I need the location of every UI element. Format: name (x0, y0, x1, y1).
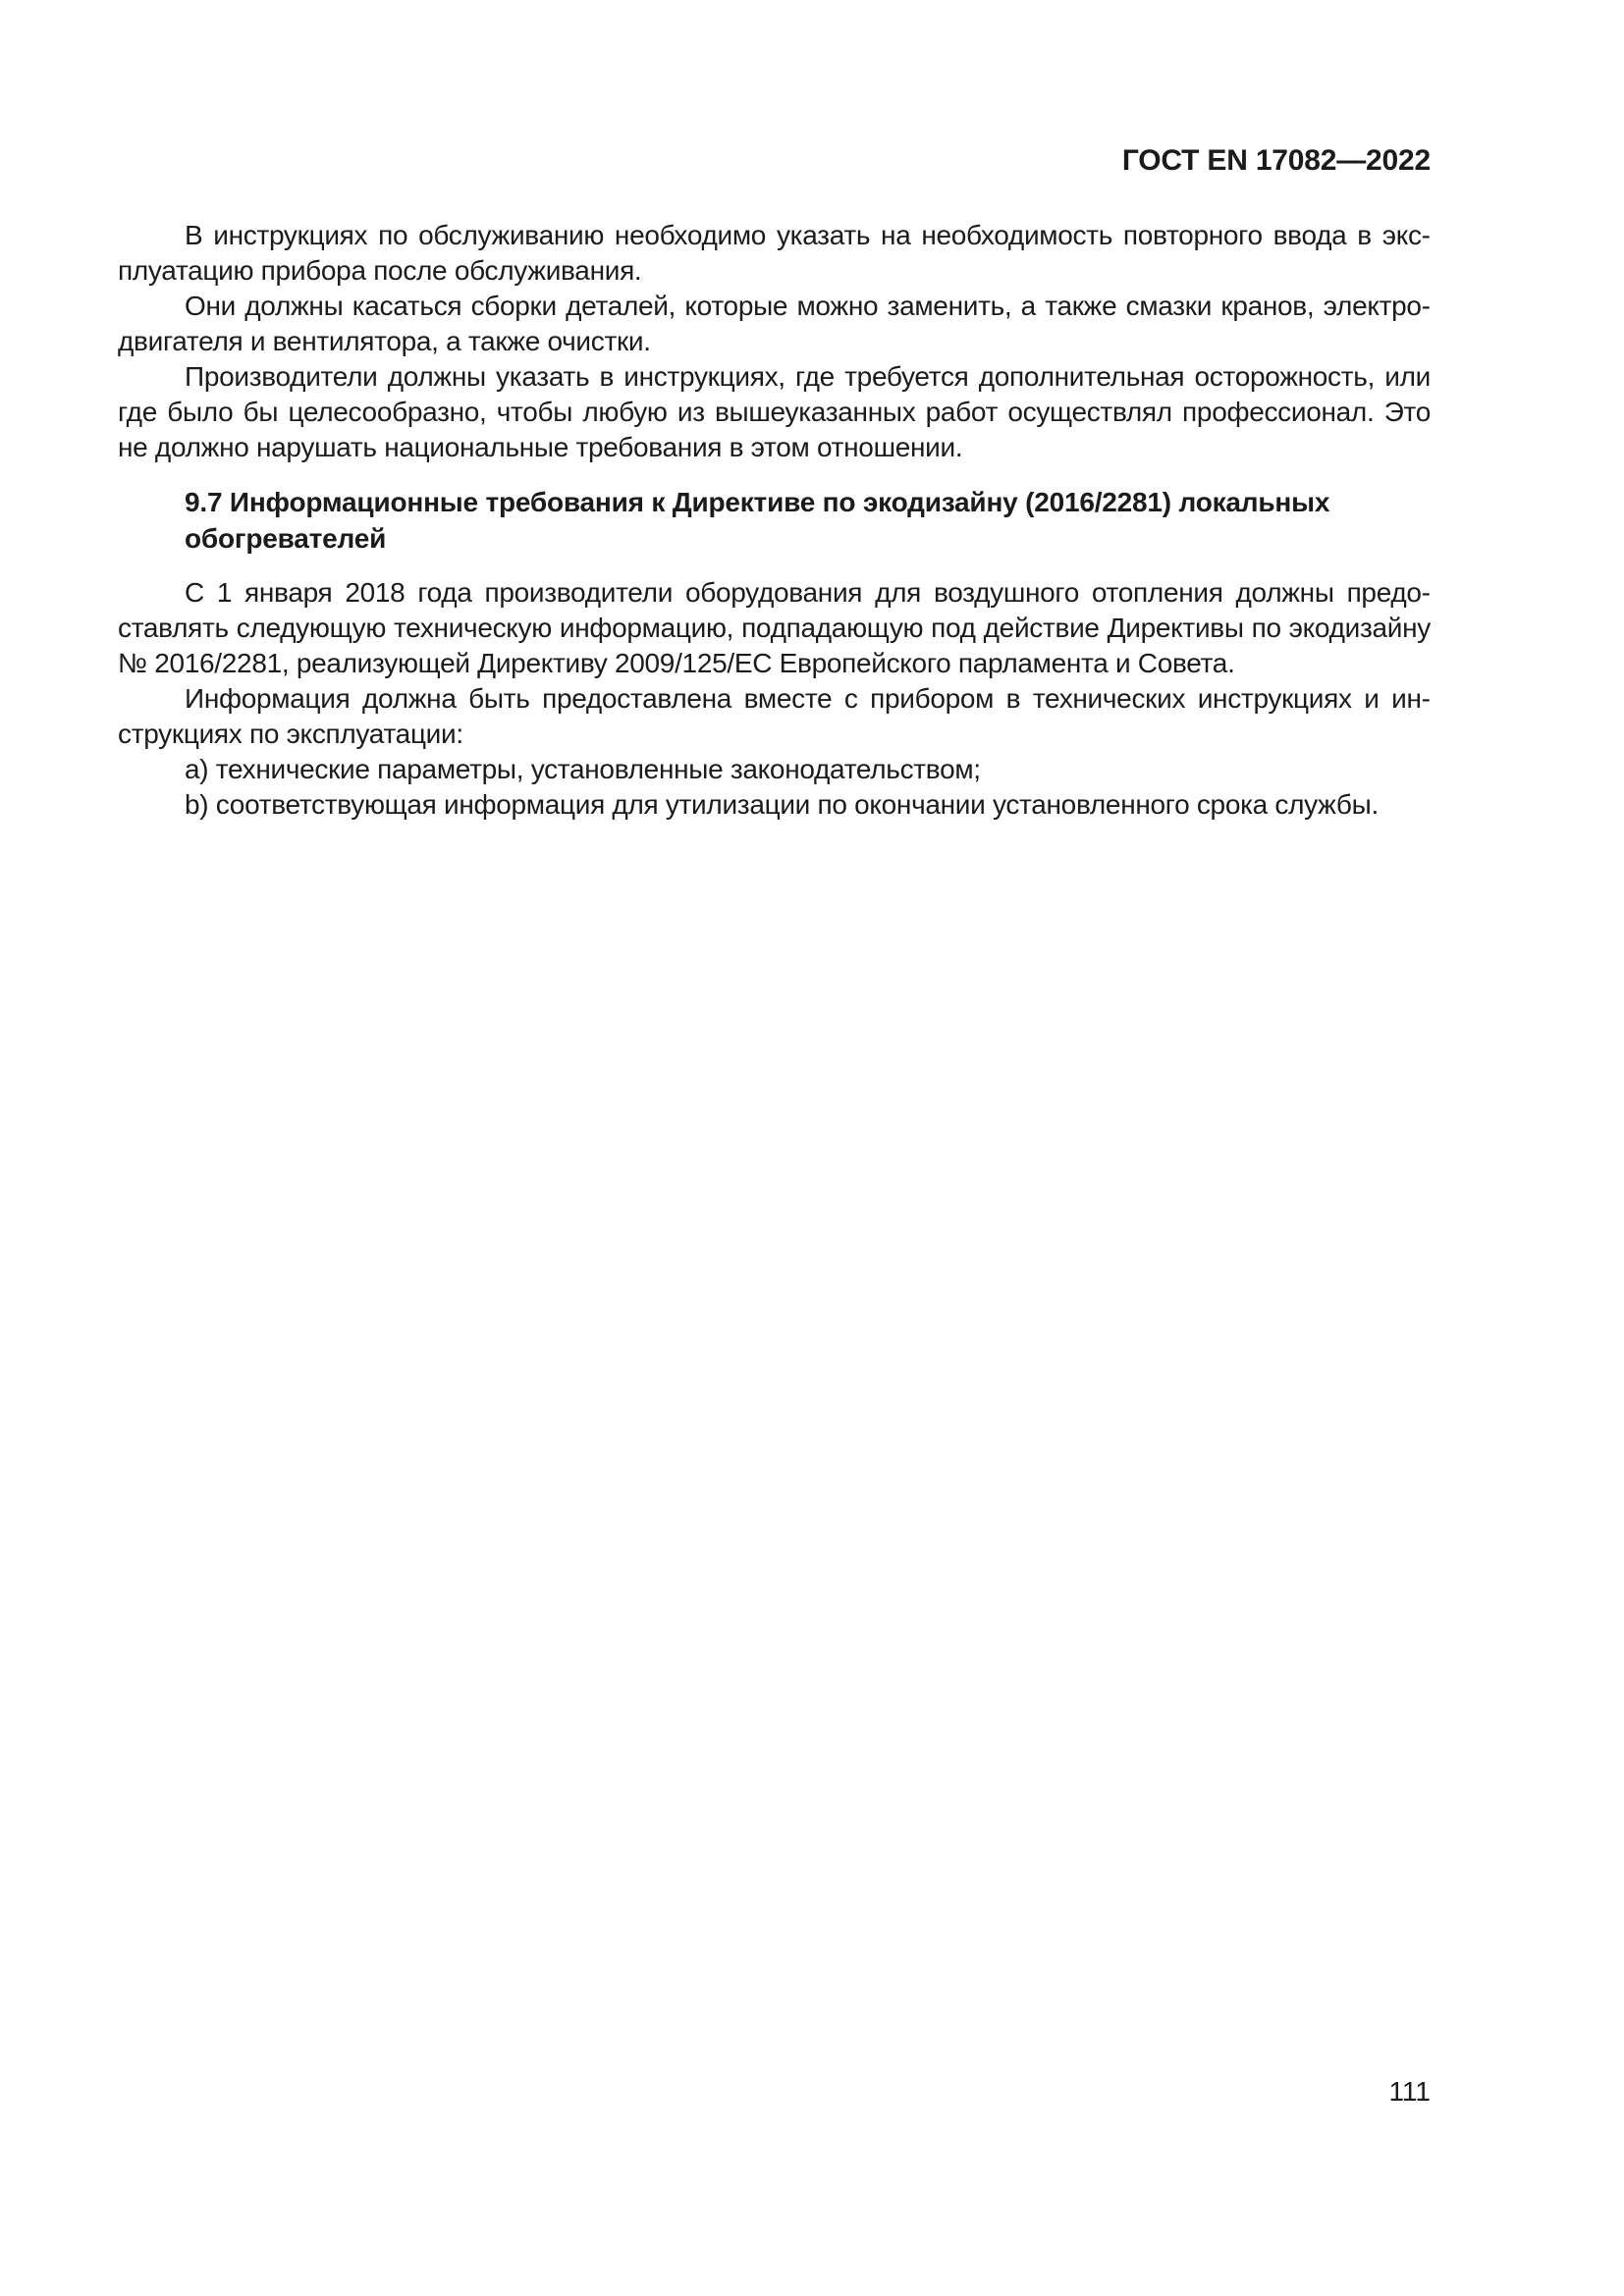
paragraph-recommissioning: В инструкциях по обслуживанию необходимо указать на необходимость повторного ввода в эксплуатацию прибора после обслуживания. (118, 220, 1431, 286)
document-header-title: ГОСТ EN 17082—2022 (1121, 144, 1431, 177)
section-heading-9-7: 9.7 Информационные требования к Директиве по экодизайну (2016/2281) локальных обогревателей (185, 487, 1330, 554)
document-body (118, 218, 1431, 823)
list-item-b: b) соответствующая информация для утилизации по окончании установленного срока службы. (185, 789, 1379, 820)
list-item-a: a) технические параметры, установленные законодательством; (185, 754, 981, 784)
paragraph-professional-caution: Производители должны указать в инструкциях, где требуется дополнительная осторожность, или где было бы целесообразно, чтобы любую из вышеуказанных работ осуществлял профессионал. Это не должно нарушать национальные требования в этом отношении. (118, 361, 1431, 462)
paragraph-ecodesign-info: С 1 января 2018 года производители оборудования для воздушного отопления должны предоставлять следующую техническую информацию, подпадающую под действие Директивы по экодизайну № 2016/2281, реализующей Директиву 2009/125/ЕС Европейского парламента и Совета. (118, 577, 1431, 678)
page-number: 111 (1388, 2076, 1431, 2107)
paragraph-info-provision: Информация должна быть предоставлена вместе с прибором в технических инструкциях и инструкциях по эксплуатации: (118, 683, 1431, 749)
paragraph-parts-assembly: Они должны касаться сборки деталей, которые можно заменить, а также смазки кранов, электродвигателя и вентилятора, а также очистки. (118, 291, 1431, 356)
